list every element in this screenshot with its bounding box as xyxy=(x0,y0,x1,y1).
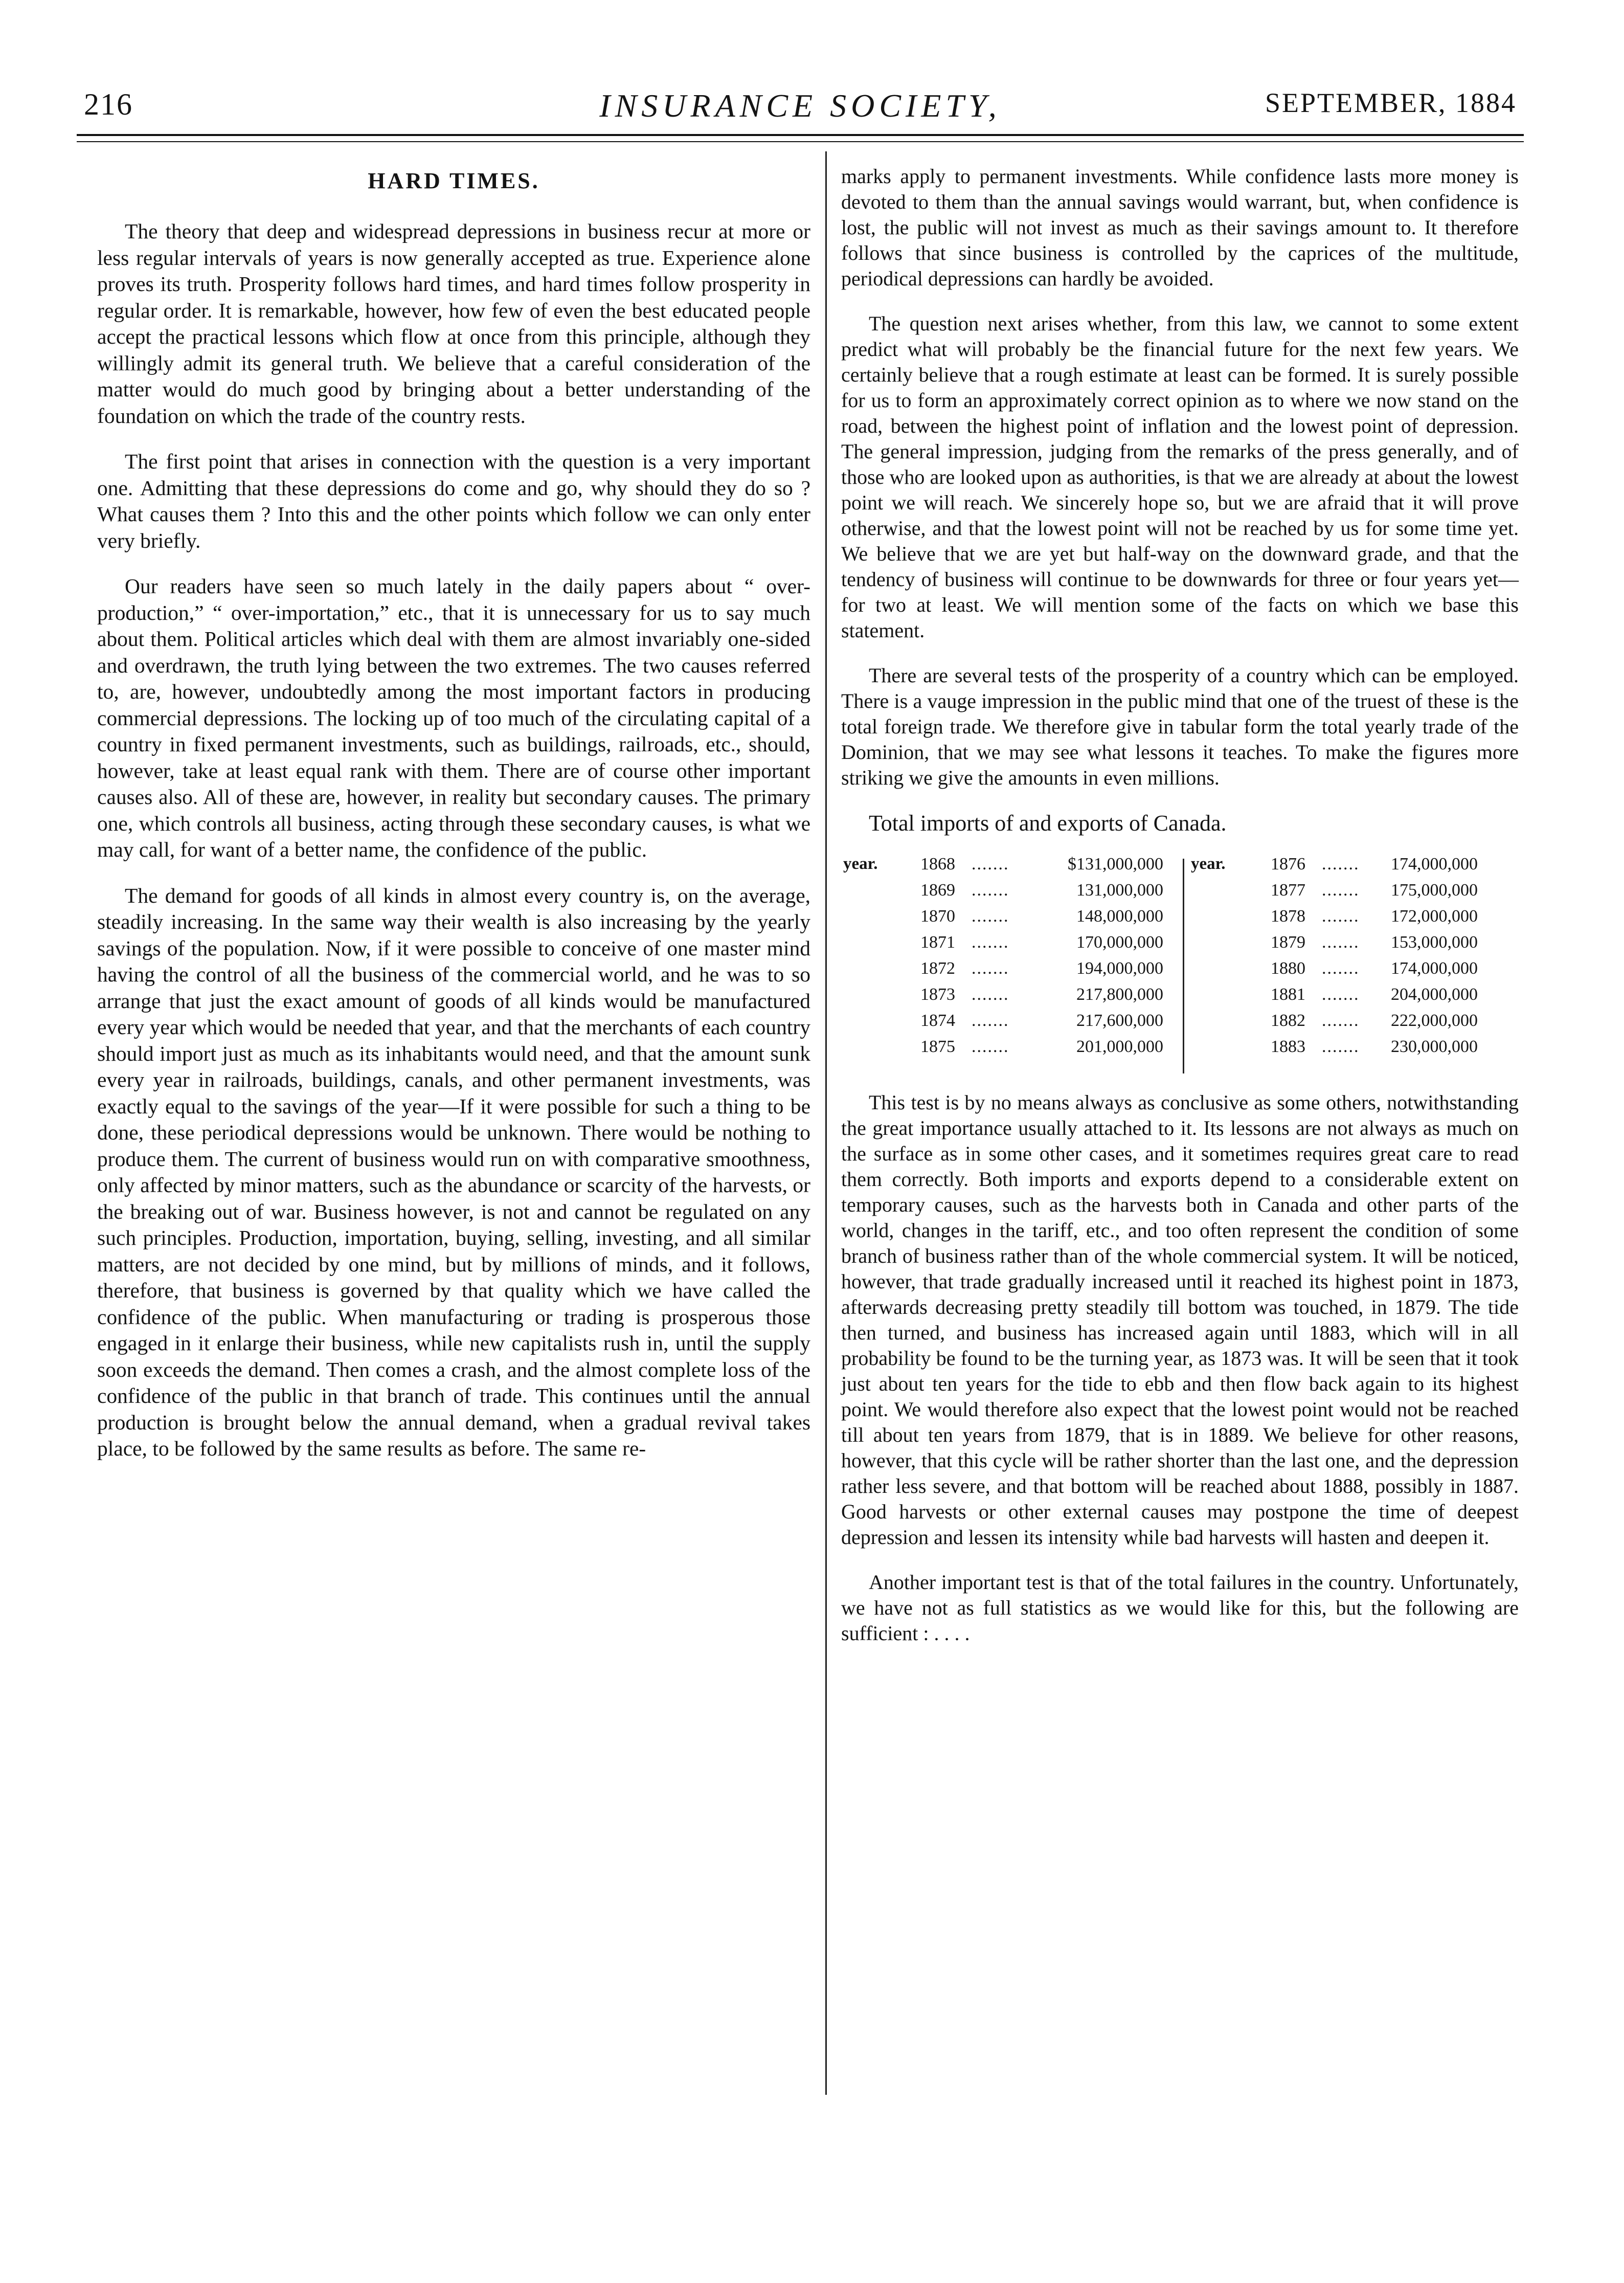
column-divider xyxy=(825,151,827,2095)
table-year: 1879 xyxy=(1271,933,1305,952)
table-year: 1871 xyxy=(920,933,955,952)
leader-dots: ....... xyxy=(1322,959,1360,978)
table-value: 153,000,000 xyxy=(1391,933,1478,952)
paragraph: The demand for goods of all kinds in almost every country is, on the average, steadily increasing. In the same way their wealth is also increasing by the yearly savings of the population. Now, if it were possible to conceive of one master mind having the control of all the business of the commercial world, and he was to so arrange that just the exact amount of goods of all kinds would be manufactured every year which would be needed that year, and that the merchants of each country should import just as much as its inhabitants would need, and that the amount sunk every year in railroads, buildings, canals, and other permanent investments, was exactly equal to the savings of the year—If it were possible for such a thing to be done, these periodical depressions would be unknown. There would be nothing to produce them. The current of business would run on with comparative smoothness, only affected by minor matters, such as the abundance or scarcity of the harvests, or the breaking out of war. Business however, is not and cannot be regulated on any such principles. Production, importation, buying, selling, investing, and all similar matters, are not decided by one mind, but by millions of minds, and it follows, therefore, that business is governed by that quality which we have called the confidence of the public. When manufacturing or trading is prosperous those engaged in it enlarge their business, while new capitalists rush in, until the supply soon exceeds the demand. Then comes a crash, and the almost complete loss of the confidence of the public in that branch of trade. This continues until the annual production is brought below the annual demand, when a gradual revival takes place, to be followed by the same results as before. The same re- xyxy=(97,883,810,1460)
table-year: 1882 xyxy=(1271,1011,1305,1030)
header-rule-thick xyxy=(77,134,1524,136)
table-row xyxy=(920,855,1163,881)
table-row xyxy=(920,1011,1163,1037)
trade-table xyxy=(841,855,1519,1090)
table-row xyxy=(1271,933,1478,959)
paragraph: Our readers have seen so much lately in the daily papers about “ over-production,” “ over-importation,” etc., that it is unnecessary for us to say much about them. Political articles which deal with them are almost invariably one-sided and overdrawn, the truth lying between the two extremes. The two causes referred to, are, however, undoubtedly among the most important factors in producing commercial depressions. The locking up of too much of the circulating capital of a country in fixed permanent investments, such as buildings, railroads, etc., should, however, take at least equal rank with them. There are of course other important causes also. All of these are, however, in reality but secondary causes. The primary one, which controls all business, acting through these secondary causes, is what we may call, for want of a better name, the confidence of the public. xyxy=(97,574,810,861)
table-row xyxy=(1271,985,1478,1011)
leader-dots: ....... xyxy=(972,959,1009,978)
table-year: 1873 xyxy=(920,985,955,1004)
table-row xyxy=(1271,1011,1478,1037)
year-label: year. xyxy=(843,855,878,873)
table-value: 148,000,000 xyxy=(1076,907,1163,926)
table-value: 204,000,000 xyxy=(1391,985,1478,1004)
table-year: 1872 xyxy=(920,959,955,978)
table-year: 1883 xyxy=(1271,1037,1305,1056)
table-value: 131,000,000 xyxy=(1076,881,1163,900)
paragraph: There are several tests of the prosperity of a country which can be employed. There is a vauge impression in the public mind that one of the truest of these is the total foreign trade. We therefore give in tabular form the total yearly trade of the Dominion, that we may see what lessons it teaches. To make the figures more striking we give the amounts in even millions. xyxy=(841,664,1519,789)
issue-date: SEPTEMBER, 1884 xyxy=(1265,87,1517,118)
leader-dots: ....... xyxy=(972,881,1009,900)
page-number: 216 xyxy=(84,87,133,121)
leader-dots: ....... xyxy=(972,985,1009,1004)
paragraph: The question next arises whether, from this law, we cannot to some extent predict what will probably be the financial future for the next few years. We certainly believe that a rough estimate at least can be formed. It is surely possible for us to form an approximately correct opinion as to where we now stand on the road, between the highest point of inflation and the lowest point of depression. The general impression, judging from the remarks of the press generally, and of those who are looked upon as authorities, is that we are already at about the lowest point we will reach. We sincerely hope so, but we are afraid that it will prove otherwise, and that the lowest point will not be reached by us for some time yet. We believe that we are yet but half-way on the downward grade, and that the tendency of business will continue to be downwards for three or four years yet—for two at least. We will mention some of the facts on which we base this statement. xyxy=(841,312,1519,642)
table-value: 172,000,000 xyxy=(1391,907,1478,926)
table-value: $131,000,000 xyxy=(1068,855,1163,874)
table-column-divider xyxy=(1183,859,1184,1073)
leader-dots: ....... xyxy=(1322,933,1360,952)
table-year: 1877 xyxy=(1271,881,1305,900)
leader-dots: ....... xyxy=(972,855,1009,874)
table-year: 1874 xyxy=(920,1011,955,1030)
leader-dots: ....... xyxy=(972,1037,1009,1056)
table-value: 170,000,000 xyxy=(1076,933,1163,952)
leader-dots: ....... xyxy=(1322,1011,1360,1030)
table-row xyxy=(1271,881,1478,907)
table-year: 1880 xyxy=(1271,959,1305,978)
table-value: 230,000,000 xyxy=(1391,1037,1478,1056)
table-value: 174,000,000 xyxy=(1391,855,1478,874)
year-label: year. xyxy=(1191,855,1226,873)
leader-dots: ....... xyxy=(1322,907,1360,926)
paragraph: marks apply to permanent investments. While confidence lasts more money is devoted to them than the annual savings would warrant, but, when confidence is lost, the public will not invest as much as their savings amount to. It therefore follows that since business is controlled by the caprices of the multitude, periodical depressions can hardly be avoided. xyxy=(841,165,1519,290)
table-row xyxy=(920,1037,1163,1063)
leader-dots: ....... xyxy=(1322,881,1360,900)
table-value: 201,000,000 xyxy=(1076,1037,1163,1056)
table-value: 194,000,000 xyxy=(1076,959,1163,978)
header-rule-thin xyxy=(77,141,1524,142)
table-row xyxy=(920,985,1163,1011)
right-column xyxy=(841,164,1519,1646)
table-year: 1878 xyxy=(1271,907,1305,926)
paragraph: The theory that deep and widespread depressions in business recur at more or less regular intervals of years is now generally accepted as true. Experience alone proves its truth. Prosperity follows hard times, and hard times follow prosperity in regular order. It is remarkable, however, how few of even the best educated people accept the practical lessons which flow at once from this principle, although they willingly admit its general truth. We believe that a careful consideration of the matter would do much good by bringing about a better understanding of the foundation on which the trade of the country rests. xyxy=(97,219,810,428)
table-row xyxy=(1271,855,1478,881)
table-row xyxy=(1271,1037,1478,1063)
leader-dots: ....... xyxy=(972,933,1009,952)
table-value: 217,800,000 xyxy=(1076,985,1163,1004)
table-row xyxy=(1271,907,1478,933)
table-value: 174,000,000 xyxy=(1391,959,1478,978)
leader-dots: ....... xyxy=(1322,855,1360,874)
table-year: 1869 xyxy=(920,881,955,900)
article-title: HARD TIMES. xyxy=(368,168,540,193)
table-row xyxy=(920,933,1163,959)
left-column xyxy=(97,164,810,1482)
table-value: 175,000,000 xyxy=(1391,881,1478,900)
paragraph: The first point that arises in connection with the question is a very important one. Admitting that these depressions do come and go, why should they do so ? What causes them ? Into this and the other points which follow we can only enter very briefly. xyxy=(97,450,810,552)
table-year: 1876 xyxy=(1271,855,1305,874)
table-year: 1868 xyxy=(920,855,955,874)
table-year: 1881 xyxy=(1271,985,1305,1004)
table-row xyxy=(920,907,1163,933)
table-year: 1875 xyxy=(920,1037,955,1056)
leader-dots: ....... xyxy=(972,1011,1009,1030)
table-row xyxy=(920,881,1163,907)
paragraph: Another important test is that of the total failures in the country. Unfortunately, we have not as full statistics as we would like for this, but the following are sufficient : . . . . xyxy=(841,1571,1519,1645)
leader-dots: ....... xyxy=(1322,1037,1360,1056)
leader-dots: ....... xyxy=(1322,985,1360,1004)
journal-title: INSURANCE SOCIETY, xyxy=(599,87,1001,124)
table-caption: Total imports of and exports of Canada. xyxy=(869,811,1227,836)
table-value: 222,000,000 xyxy=(1391,1011,1478,1030)
leader-dots: ....... xyxy=(972,907,1009,926)
table-row xyxy=(1271,959,1478,985)
paragraph: This test is by no means always as conclusive as some others, notwithstanding the great importance usually attached to it. Its lessons are not always as much on the surface as in some other cases, and it sometimes requires great care to read them correctly. Both imports and exports depend to a considerable extent on temporary causes, such as the harvests both in Canada and other parts of the world, changes in the tariff, etc., and too often represent the condition of some branch of business rather than of the whole commercial system. It will be noticed, however, that trade gradually increased until it reached its highest point in 1873, afterwards decreasing pretty steadily till bottom was touched, in 1879. The tide then turned, and business has increased again until 1883, which will in all probability be found to be the turning year, as 1873 was. It will be seen that it took just about ten years for the tide to ebb and then flow back again to its highest point. We would therefore also expect that the lowest point would not be reached till about ten years from 1879, that is in 1889. We believe for other reasons, however, that this cycle will be rather shorter than the last one, and the depression rather less severe, and that bottom will be reached about 1888, possibly in 1887. Good harvests or other external causes may postpone the time of deepest depression and lessen its intensity while bad harvests will hasten and deepen it. xyxy=(841,1091,1519,1549)
table-year: 1870 xyxy=(920,907,955,926)
table-row xyxy=(920,959,1163,985)
table-value: 217,600,000 xyxy=(1076,1011,1163,1030)
